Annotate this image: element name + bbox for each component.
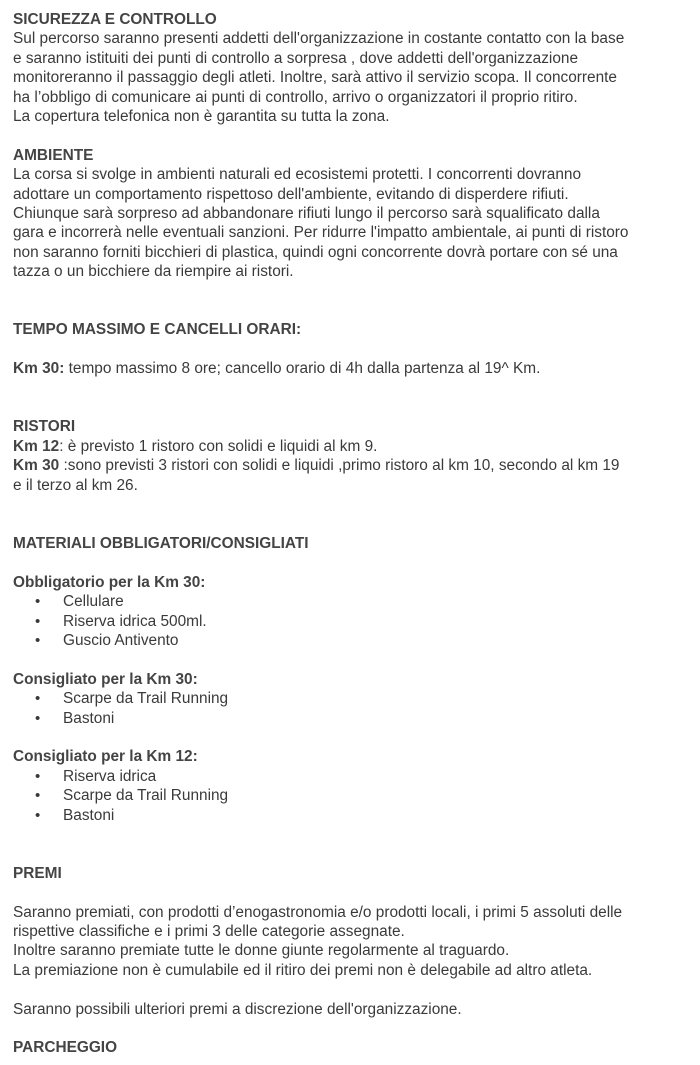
ristori-km30-line-continued: e il terzo al km 26. — [13, 476, 138, 494]
section-sicurezza — [13, 10, 693, 126]
list-item-label: Scarpe da Trail Running — [63, 690, 229, 708]
spacer — [13, 728, 693, 747]
spacer — [13, 495, 693, 534]
paragraph-line: Inoltre saranno premiate tutte le donne giunte regolarmente al traguardo. — [13, 942, 510, 960]
spacer — [13, 379, 693, 418]
list-item — [13, 612, 693, 631]
section-ristori — [13, 417, 693, 495]
paragraph-line: Sul percorso saranno presenti addetti dell'organizzazione in costante contatto con la base — [13, 30, 625, 48]
list-item-label: Guscio Antivento — [63, 631, 179, 649]
paragraph-line: rispettive classifiche e i primi 3 delle categorie assegnate. — [13, 922, 405, 940]
premi-extra: Saranno possibili ulteriori premi a discrezione dell'organizzazione. — [13, 1000, 462, 1018]
list-item — [13, 806, 693, 825]
bullet-icon: • — [35, 631, 41, 649]
bullet-icon: • — [35, 806, 41, 824]
paragraph-line: La corsa si svolge in ambienti naturali ed ecosistemi protetti. I concorrenti dovranno — [13, 166, 582, 184]
paragraph-line: monitoreranno il passaggio degli atleti. Inoltre, sarà attivo il servizio scopa. Il concorrente — [13, 69, 617, 87]
bullet-icon: • — [35, 612, 41, 630]
section-title-sicurezza: SICUREZZA E CONTROLLO — [13, 11, 217, 28]
sicurezza-paragraph — [13, 29, 693, 126]
list-item — [13, 709, 693, 728]
km12-text: : è previsto 1 ristoro con solidi e liquidi al km 9. — [59, 437, 378, 455]
section-title-tempo: TEMPO MASSIMO E CANCELLI ORARI: — [13, 321, 302, 339]
materials-list — [13, 689, 693, 728]
section-parcheggio — [13, 1038, 693, 1057]
premi-paragraph — [13, 903, 693, 981]
spacer — [13, 883, 693, 902]
regulations-document — [13, 10, 693, 1058]
list-item — [13, 767, 693, 786]
spacer — [13, 825, 693, 864]
list-item — [13, 592, 693, 611]
km30-text: :sono previsti 3 ristori con solidi e liquidi ,primo ristoro al km 10, secondo al km 19 — [59, 457, 620, 475]
km12-label: Km 12 — [13, 437, 60, 455]
section-title-materiali: MATERIALI OBBLIGATORI/CONSIGLIATI — [13, 534, 309, 552]
spacer — [13, 282, 693, 321]
paragraph-line: gara e incorrerà nelle eventuali sanzioni. Per ridurre l'impatto ambientale, ai punti di ristoro — [13, 224, 629, 242]
list-item-label: Bastoni — [63, 709, 115, 727]
ambiente-paragraph — [13, 165, 693, 281]
section-materiali — [13, 534, 693, 825]
group-title: Consigliato per la Km 12: — [13, 748, 198, 766]
spacer — [13, 126, 693, 145]
section-title-parcheggio: PARCHEGGIO — [13, 1039, 118, 1057]
materials-list — [13, 767, 693, 825]
km30-label: Km 30 — [13, 457, 60, 475]
list-item-label: Cellulare — [63, 593, 124, 611]
section-tempo — [13, 320, 693, 378]
paragraph-line: tazza o un bicchiere da riempire ai ristori. — [13, 263, 294, 281]
section-ambiente — [13, 146, 693, 282]
bullet-icon: • — [35, 787, 41, 805]
paragraph-line: non saranno forniti bicchieri di plastica, quindi ogni concorrente dovrà portare con sé una — [13, 243, 618, 261]
spacer — [13, 1019, 693, 1038]
section-title-premi: PREMI — [13, 864, 62, 882]
paragraph-line: Saranno premiati, con prodotti d’enogastronomia e/o prodotti locali, i primi 5 assoluti delle — [13, 903, 623, 921]
paragraph-line: e saranno istituiti dei punti di controllo a sorpresa , dove addetti dell'organizzazione — [13, 49, 579, 67]
ristori-km12-line — [13, 437, 693, 456]
section-title-ristori: RISTORI — [13, 418, 76, 436]
group-title: Obbligatorio per la Km 30: — [13, 573, 206, 591]
list-item-label: Riserva idrica 500ml. — [63, 612, 207, 630]
bullet-icon: • — [35, 690, 41, 708]
list-item — [13, 786, 693, 805]
section-title-ambiente: AMBIENTE — [13, 146, 94, 164]
paragraph-line: La premiazione non è cumulabile ed il ritiro dei premi non è delegabile ad altro atleta. — [13, 961, 593, 979]
bullet-icon: • — [35, 593, 41, 611]
paragraph-line: La copertura telefonica non è garantita su tutta la zona. — [13, 108, 390, 126]
materials-list — [13, 592, 693, 650]
ristori-km30-line — [13, 456, 693, 475]
paragraph-line: Chiunque sarà sorpreso ad abbandonare rifiuti lungo il percorso sarà squalificato dalla — [13, 205, 600, 223]
bullet-icon: • — [35, 767, 41, 785]
bullet-icon: • — [35, 709, 41, 727]
paragraph-line: adottare un comportamento rispettoso dell'ambiente, evitando di disperdere rifiuti. — [13, 185, 569, 203]
list-item-label: Scarpe da Trail Running — [63, 787, 229, 805]
tempo-km30-line — [13, 359, 693, 378]
list-item — [13, 631, 693, 650]
spacer — [13, 340, 693, 359]
paragraph-line: ha l’obbligo di comunicare ai punti di controllo, arrivo o organizzatori il proprio ritiro. — [13, 88, 578, 106]
section-premi — [13, 864, 693, 1019]
spacer — [13, 980, 693, 999]
spacer — [13, 553, 693, 572]
km30-label: Km 30: — [13, 360, 65, 378]
km30-text: tempo massimo 8 ore; cancello orario di 4h dalla partenza al 19^ Km. — [64, 360, 541, 378]
list-item-label: Bastoni — [63, 806, 115, 824]
spacer — [13, 650, 693, 669]
list-item-label: Riserva idrica — [63, 767, 157, 785]
group-title: Consigliato per la Km 30: — [13, 670, 198, 688]
list-item — [13, 689, 693, 708]
